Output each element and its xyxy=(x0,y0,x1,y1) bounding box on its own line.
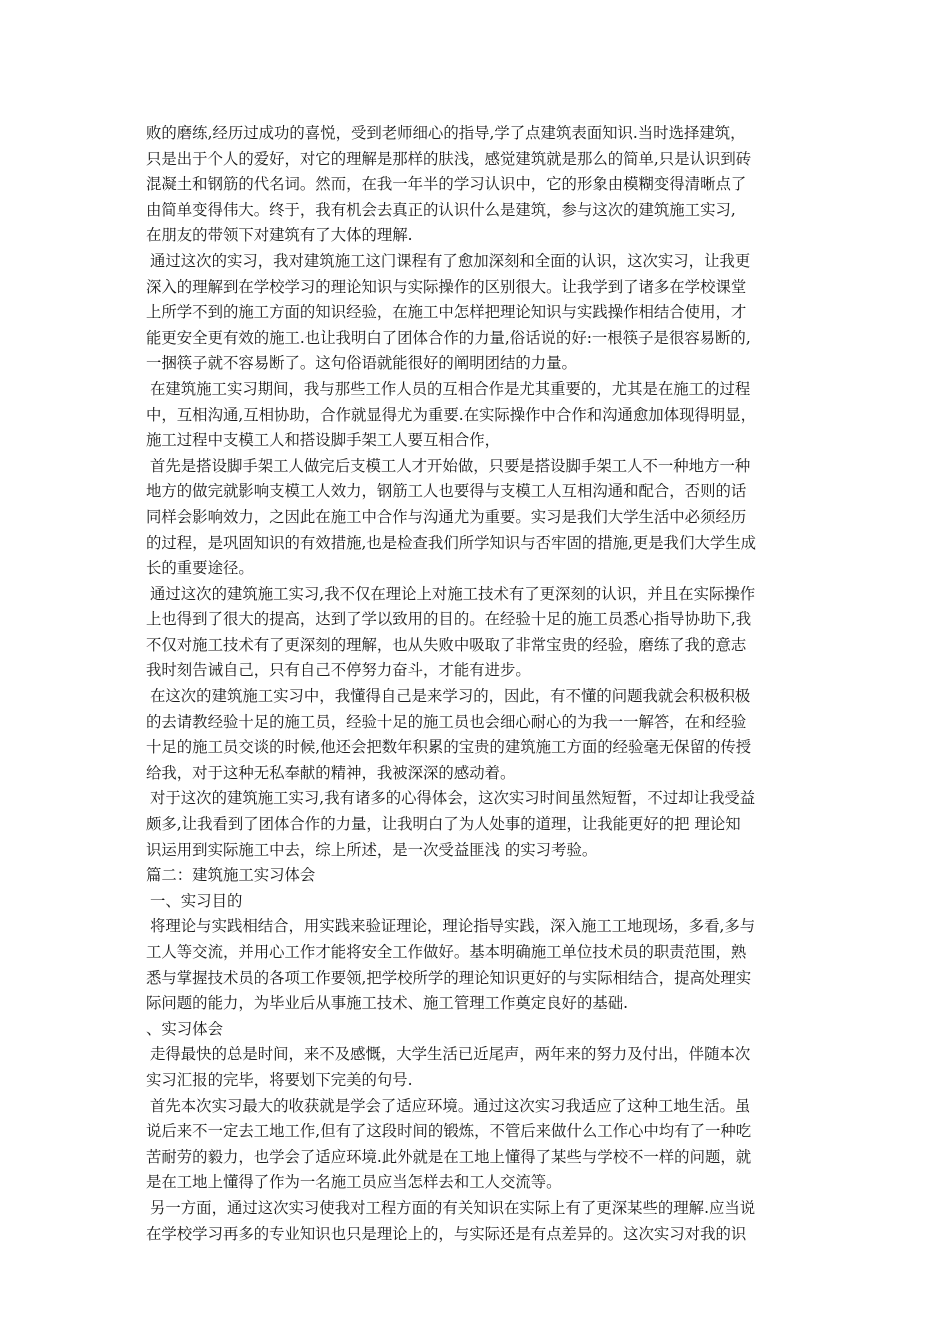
text-line: 施工过程中支模工人和搭设脚手架工人要互相合作， xyxy=(146,431,500,450)
text-line: 、实习体会 xyxy=(146,1019,223,1038)
text-line: 颇多,让我看到了团体合作的力量，让我明白了为人处事的道理，让我能更好的把 理论知 xyxy=(146,815,741,834)
text-line: 能更安全更有效的施工.也让我明白了团体合作的力量,俗话说的好:一根筷子是很容易断的, xyxy=(146,328,751,347)
text-line: 另一方面，通过这次实习使我对工程方面的有关知识在实际上有了更深某些的理解.应当说 xyxy=(150,1198,756,1217)
text-line: 我时刻告诫自己，只有自己不停努力奋斗，才能有进步。 xyxy=(146,661,531,680)
text-line: 长的重要途径。 xyxy=(146,559,254,578)
text-line: 的去请教经验十足的施工员，经验十足的施工员也会细心耐心的为我一一解答，在和经验 xyxy=(146,712,747,731)
text-line: 败的磨练,经历过成功的喜悦，受到老师细心的指导,学了点建筑表面知识.当时选择建筑， xyxy=(146,124,746,142)
text-line: 深入的理解到在学校学习的理论知识与实际操作的区别很大。让我学到了诸多在学校课堂 xyxy=(146,277,747,296)
text-line: 在建筑施工实习期间，我与那些工作人员的互相合作是尤其重要的，尤其是在施工的过程 xyxy=(150,379,751,398)
text-line: 篇二：建筑施工实习体会 xyxy=(146,866,316,885)
text-line: 是在工地上懂得了作为一名施工员应当怎样去和工人交流等。 xyxy=(146,1173,562,1192)
text-line: 的过程，是巩固知识的有效措施,也是检查我们所学知识与否牢固的措施,更是我们大学生成 xyxy=(146,533,757,552)
text-line: 一捆筷子就不容易断了。这句俗语就能很好的阐明团结的力量。 xyxy=(146,354,577,373)
text-line: 不仅对施工技术有了更深刻的理解，也从失败中吸取了非常宝贵的经验，磨练了我的意志 xyxy=(146,635,747,654)
text-line: 十足的施工员交谈的时候,他还会把数年积累的宝贵的建筑施工方面的经验毫无保留的传授 xyxy=(146,738,752,757)
text-line: 通过这次的建筑施工实习,我不仅在理论上对施工技术有了更深刻的认识，并且在实际操作 xyxy=(150,584,756,603)
text-line: 走得最快的总是时间，来不及感慨，大学生活已近尾声，两年来的努力及付出，伴随本次 xyxy=(150,1045,751,1064)
text-line: 将理论与实践相结合，用实践来验证理论，理论指导实践，深入施工工地现场，多看,多与 xyxy=(150,917,756,936)
text-line: 首先是搭设脚手架工人做完后支模工人才开始做，只要是搭设脚手架工人不一种地方一种 xyxy=(150,456,751,475)
text-line: 说后来不一定去工地工作,但有了这段时间的锻炼，不管后来做什么工作心中均有了一种吃 xyxy=(146,1122,752,1141)
text-line: 苦耐劳的毅力，也学会了适应环境.此外就是在工地上懂得了某些与学校不一样的问题，就 xyxy=(146,1147,752,1166)
text-line: 在这次的建筑施工实习中，我懂得自己是来学习的，因此，有不懂的问题我就会积极积极 xyxy=(150,687,751,706)
text-line: 上所学不到的施工方面的知识经验，在施工中怎样把理论知识与实践操作相结合使用，才 xyxy=(146,303,747,322)
text-line: 悉与掌握技术员的各项工作要领,把学校所学的理论知识更好的与实际相结合，提高处理实 xyxy=(146,968,752,987)
text-line: 上也得到了很大的提高，达到了学以致用的目的。在经验十足的施工员悉心指导协助下,我 xyxy=(146,610,752,629)
text-line: 中，互相沟通,互相协助，合作就显得尤为重要.在实际操作中合作和沟通愈加体现得明显， xyxy=(146,405,757,424)
text-line: 混凝土和钢筋的代名词。然而，在我一年半的学习认识中，它的形象由模糊变得清晰点了 xyxy=(146,175,747,194)
text-line: 识运用到实际施工中去，综上所述，是一次受益匪浅 的实习考验。 xyxy=(146,840,598,859)
text-line: 实习汇报的完毕，将要划下完美的句号. xyxy=(146,1070,413,1089)
text-line: 同样会影响效力，之因此在施工中合作与沟通尤为重要。实习是我们大学生活中必须经历 xyxy=(146,507,747,526)
text-line: 只是出于个人的爱好，对它的理解是那样的肤浅，感觉建筑就是那么的简单,只是认识到砖 xyxy=(146,149,752,168)
document-body xyxy=(146,121,811,1247)
text-line: 由简单变得伟大。终于，我有机会去真正的认识什么是建筑，参与这次的建筑施工实习, xyxy=(146,200,736,219)
text-line: 首先本次实习最大的收获就是学会了适应环境。通过这次实习我适应了这种工地生活。虽 xyxy=(150,1096,751,1115)
text-line: 际问题的能力，为毕业后从事施工技术、施工管理工作奠定良好的基础. xyxy=(146,994,629,1013)
text-line: 工人等交流，并用心工作才能将安全工作做好。基本明确施工单位技术员的职责范围，熟 xyxy=(146,943,747,961)
text-line: 在朋友的带领下对建筑有了大体的理解. xyxy=(146,226,413,245)
text-line: 在学校学习再多的专业知识也只是理论上的，与实际还是有点差异的。这次实习对我的识 xyxy=(146,1224,747,1243)
text-line: 对于这次的建筑施工实习,我有诸多的心得体会，这次实习时间虽然短暂，不过却让我受益 xyxy=(150,789,756,808)
text-line: 通过这次的实习，我对建筑施工这门课程有了愈加深刻和全面的认识，这次实习，让我更 xyxy=(150,251,751,270)
text-line: 地方的做完就影响支模工人效力，钢筋工人也要得与支模工人互相沟通和配合，否则的话 xyxy=(146,482,747,501)
text-line: 给我，对于这种无私奉献的精神，我被深深的感动着。 xyxy=(146,763,516,782)
text-line: 一、实习目的 xyxy=(150,891,243,910)
